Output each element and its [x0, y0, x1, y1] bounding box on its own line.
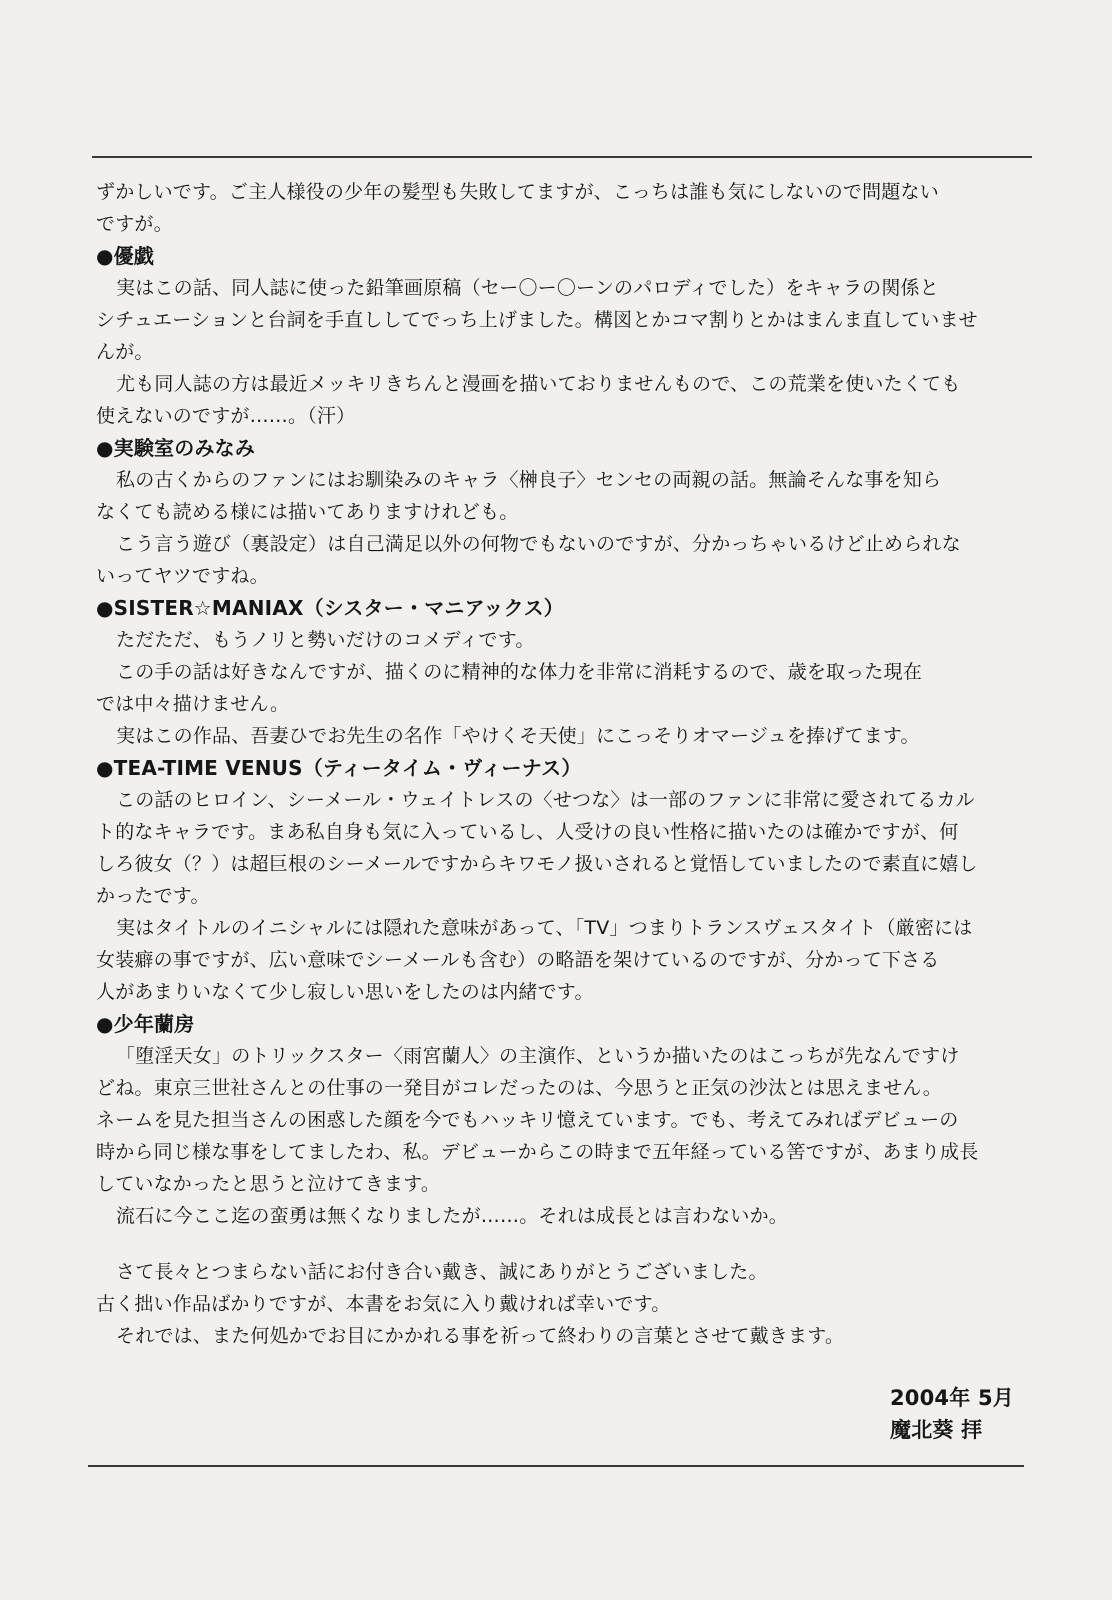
text-line: シチュエーションと台詞を手直ししてでっち上げました。構図とかコマ割りとかはまんま直していませ [96, 309, 978, 331]
section-heading: ●実験室のみなみ [96, 436, 256, 460]
text-line: 私の古くからのファンにはお馴染みのキャラ〈榊良子〉センセの両親の話。無論そんな事を知ら [116, 469, 942, 491]
afterword-body [96, 176, 1030, 1352]
text-line: どね。東京三世社さんとの仕事の一発目がコレだったのは、今思うと正気の沙汰とは思えません。 [96, 1077, 942, 1099]
section-heading: ●優戯 [96, 244, 155, 268]
text-line: こう言う遊び（裏設定）は自己満足以外の何物でもないのですが、分かっちゃいるけど止められな [116, 533, 961, 555]
text-line: ずかしいです。ご主人様役の少年の髪型も失敗してますが、こっちは誰も気にしないので問題ない [96, 181, 939, 203]
text-line: 人があまりいなくて少し寂しい思いをしたのは内緒です。 [96, 981, 594, 1003]
text-line: では中々描けません。 [96, 693, 290, 715]
text-line: 古く拙い作品ばかりですが、本書をお気に入り戴ければ幸いです。 [96, 1293, 671, 1315]
top-rule [92, 156, 1032, 158]
text-line: ですが。 [96, 213, 173, 235]
text-line: んが。 [96, 341, 154, 363]
text-line: 「堕淫天女」のトリックスター〈雨宮蘭人〉の主演作、というか描いたのはこっちが先なんですけ [116, 1045, 960, 1067]
text-line: 実はタイトルのイニシャルには隠れた意味があって、「TV」つまりトランスヴェスタイト（厳密には [116, 917, 973, 939]
bottom-rule [88, 1465, 1024, 1467]
text-line: ネームを見た担当さんの困惑した顔を今でもハッキリ憶えています。でも、考えてみればデビューの [96, 1109, 959, 1131]
section-heading: ●TEA-TIME VENUS（ティータイム・ヴィーナス） [96, 756, 582, 780]
text-line: 尤も同人誌の方は最近メッキリきちんと漫画を描いておりませんもので、この荒業を使いたくても [116, 373, 961, 395]
signature-block [890, 1382, 1030, 1446]
text-line: ト的なキャラです。まあ私自身も気に入っているし、人受けの良い性格に描いたのは確かですが、何 [96, 821, 959, 843]
text-line: 流石に今ここ迄の蛮勇は無くなりましたが……。それは成長とは言わないか。 [116, 1205, 789, 1227]
text-line: この話のヒロイン、シーメール・ウェイトレスの〈せつな〉は一部のファンに非常に愛されてるカル [116, 789, 975, 811]
text-line: 使えないのですが……。（汗） [96, 405, 356, 427]
text-line: ただただ、もうノリと勢いだけのコメディです。 [116, 629, 535, 651]
text-line: しろ彼女（？）は超巨根のシーメールですからキワモノ扱いされると覚悟していましたので素直に嬉し [96, 853, 978, 875]
section-heading: ●SISTER☆MANIAX（シスター・マニアックス） [96, 596, 564, 620]
text-line: かったです。 [96, 885, 210, 907]
text-line: 時から同じ様な事をしてましたわ、私。デビューからこの時まで五年経っている筈ですが、あまり成長 [96, 1141, 979, 1163]
text-line: それでは、また何処かでお目にかかれる事を祈って終わりの言葉とさせて戴きます。 [116, 1325, 845, 1347]
text-line: していなかったと思うと泣けてきます。 [96, 1173, 441, 1195]
text-line: さて長々とつまらない話にお付き合い戴き、誠にありがとうございました。 [116, 1261, 768, 1283]
text-line: 女装癖の事ですが、広い意味でシーメールも含む）の略語を架けているのですが、分かって下さる [96, 949, 940, 971]
text-line: なくても読める様には描いてありますけれども。 [96, 501, 519, 523]
signature-author: 魔北葵 拝 [890, 1418, 983, 1442]
paragraph-gap [96, 1232, 1030, 1256]
text-line: 実はこの話、同人誌に使った鉛筆画原稿（セー〇ー〇ーンのパロディでした）をキャラの関係と [116, 277, 939, 299]
text-line: この手の話は好きなんですが、描くのに精神的な体力を非常に消耗するので、歳を取った現在 [116, 661, 923, 683]
text-line: いってヤツですね。 [96, 565, 269, 587]
signature-date: 2004年 5月 [890, 1386, 1014, 1410]
section-heading: ●少年蘭房 [96, 1012, 195, 1036]
text-line: 実はこの作品、吾妻ひでお先生の名作「やけくそ天使」にこっそりオマージュを捧げてます。 [116, 725, 920, 747]
